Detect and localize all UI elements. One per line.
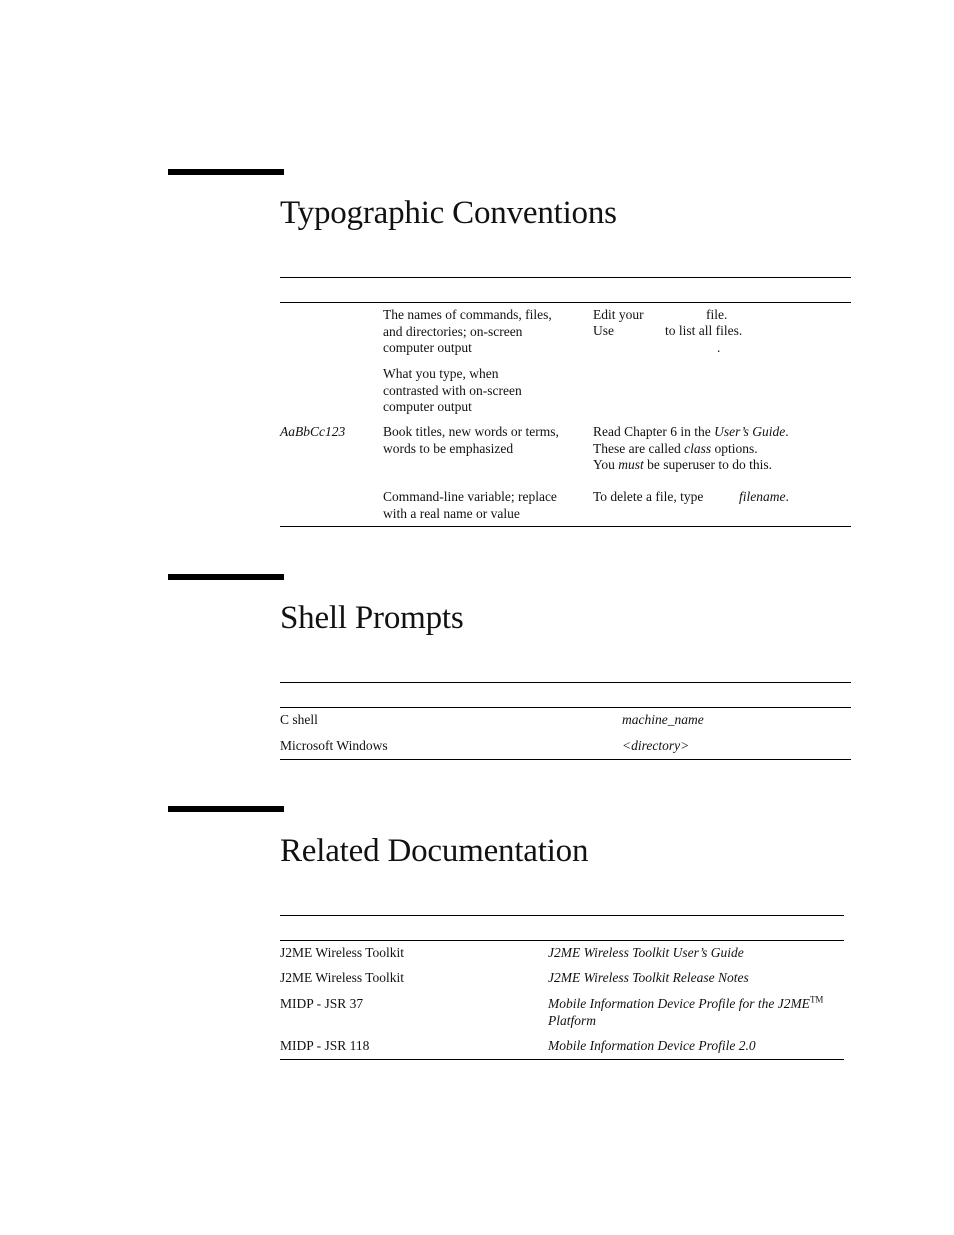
section-bar: [168, 574, 284, 580]
doc-title-line: Platform: [548, 1012, 597, 1028]
typeface-sample: AaBbCc123: [280, 424, 346, 439]
example-text: to list all files.: [665, 323, 743, 338]
shell-name: C shell: [280, 712, 318, 727]
table-top-rule: [280, 277, 851, 278]
meaning-cell: [383, 489, 557, 522]
doc-title-text: Mobile Information Device Profile for the J2ME: [548, 996, 810, 1011]
meaning-line: What you type, when: [383, 366, 499, 381]
table-top-rule: [280, 915, 844, 916]
table-top-rule: [280, 682, 851, 683]
application-name: MIDP - JSR 37: [280, 996, 364, 1011]
example-text: .: [785, 489, 789, 504]
meaning-line: Command-line variable; replace: [383, 489, 557, 504]
example-line: [593, 441, 789, 458]
example-line: [593, 457, 789, 474]
example-text: Use: [593, 323, 614, 338]
table-header-rule: [280, 940, 844, 941]
example-text: Edit your: [593, 307, 644, 322]
doc-title: [548, 996, 823, 1029]
example-text: These are called: [593, 440, 685, 456]
example-line: [593, 424, 789, 441]
example-text: .: [785, 424, 789, 439]
example-emphasis: must: [618, 457, 644, 472]
table-bottom-rule: [280, 526, 851, 527]
meaning-line: words to be emphasized: [383, 440, 514, 456]
example-emphasis: User’s Guide: [714, 424, 786, 439]
doc-title: Mobile Information Device Profile 2.0: [548, 1038, 756, 1053]
trademark-mark: TM: [809, 994, 824, 1005]
meaning-cell: [383, 307, 552, 357]
example-text: be superuser to do this.: [643, 457, 773, 472]
section-title-related: Related Documentation: [280, 833, 589, 869]
meaning-line: and directories; on-screen: [383, 323, 523, 339]
meaning-line: The names of commands, files,: [383, 307, 552, 322]
doc-title: J2ME Wireless Toolkit Release Notes: [548, 970, 749, 985]
doc-title-line: [548, 996, 823, 1013]
section-bar: [168, 169, 284, 175]
shell-prompt: machine_name: [622, 712, 704, 727]
section-title-shell: Shell Prompts: [280, 600, 464, 636]
example-text: Read Chapter 6 in the: [593, 424, 715, 439]
section-title-typographic: Typographic Conventions: [280, 195, 617, 231]
meaning-line: computer output: [383, 340, 472, 355]
example-emphasis: [739, 489, 789, 506]
meaning-line: Book titles, new words or terms,: [383, 424, 559, 439]
meaning-line: with a real name or value: [383, 505, 520, 521]
meaning-cell: [383, 366, 522, 416]
example-text: file.: [706, 307, 728, 322]
shell-name: Microsoft Windows: [280, 738, 388, 753]
application-name: J2ME Wireless Toolkit: [280, 970, 405, 985]
application-name: MIDP - JSR 118: [280, 1038, 370, 1053]
table-bottom-rule: [280, 759, 851, 760]
table-header-rule: [280, 707, 851, 708]
application-name: J2ME Wireless Toolkit: [280, 945, 405, 960]
example-cell: [593, 424, 789, 474]
example-emphasis: class: [684, 440, 712, 456]
meaning-cell: [383, 424, 559, 457]
example-emphasis: filename: [739, 489, 786, 504]
shell-prompt: <directory>: [622, 738, 690, 753]
example-text: .: [717, 340, 721, 355]
meaning-line: computer output: [383, 399, 472, 414]
example-text: options.: [711, 440, 758, 456]
meaning-line: contrasted with on-screen: [383, 382, 522, 398]
example-text: You: [593, 457, 619, 472]
section-bar: [168, 806, 284, 812]
example-text: To delete a file, type: [593, 489, 704, 504]
table-header-rule: [280, 302, 851, 303]
table-bottom-rule: [280, 1059, 844, 1060]
doc-title: J2ME Wireless Toolkit User’s Guide: [548, 945, 744, 960]
